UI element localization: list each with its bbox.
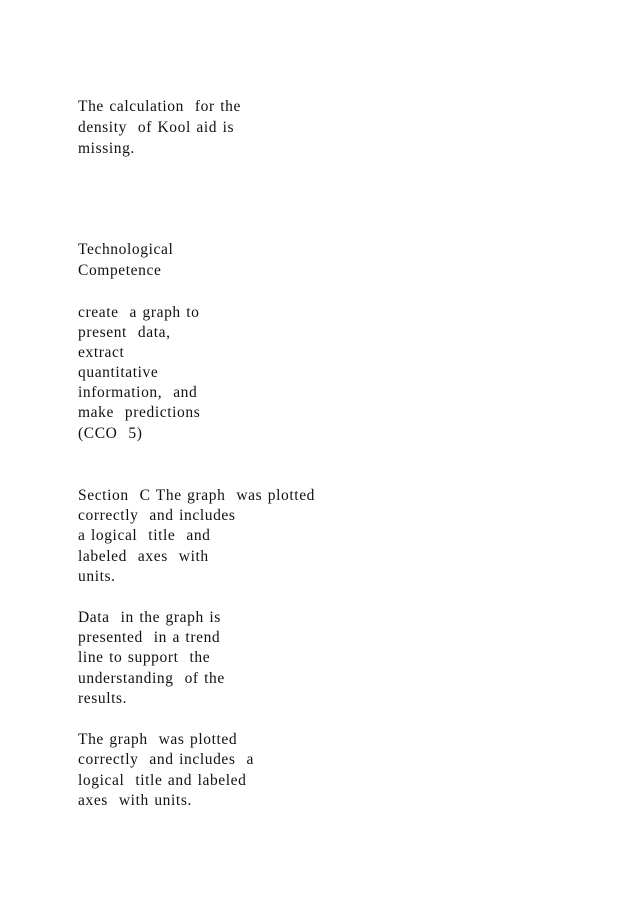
section-heading-line: Competence — [78, 262, 162, 279]
text-line: units. — [78, 568, 116, 585]
text-line: correctly and includes a — [78, 751, 254, 768]
text-line: a logical title and — [78, 527, 211, 544]
text-line: The graph was plotted — [78, 731, 238, 748]
text-line: density of Kool aid is — [78, 119, 235, 136]
text-line: create a graph to — [78, 304, 200, 321]
text-line: axes with units. — [78, 792, 192, 809]
section-heading-line: Technological — [78, 241, 174, 258]
text-line: Data in the graph is — [78, 609, 221, 626]
text-line: missing. — [78, 140, 135, 157]
text-line: quantitative — [78, 364, 159, 381]
text-line: results. — [78, 690, 128, 707]
text-line: labeled axes with — [78, 548, 209, 565]
text-line: present data, — [78, 324, 171, 341]
text-line: extract — [78, 344, 125, 361]
text-line: make predictions — [78, 404, 201, 421]
text-line: understanding of the — [78, 670, 225, 687]
text-line: correctly and includes — [78, 507, 236, 524]
text-line: information, and — [78, 384, 198, 401]
text-line: The calculation for the — [78, 98, 242, 115]
text-line: presented in a trend — [78, 629, 221, 646]
text-line: Section C The graph was plotted — [78, 487, 316, 504]
text-line: logical title and labeled — [78, 772, 247, 789]
text-line: line to support the — [78, 649, 211, 666]
text-line: (CCO 5) — [78, 425, 143, 442]
